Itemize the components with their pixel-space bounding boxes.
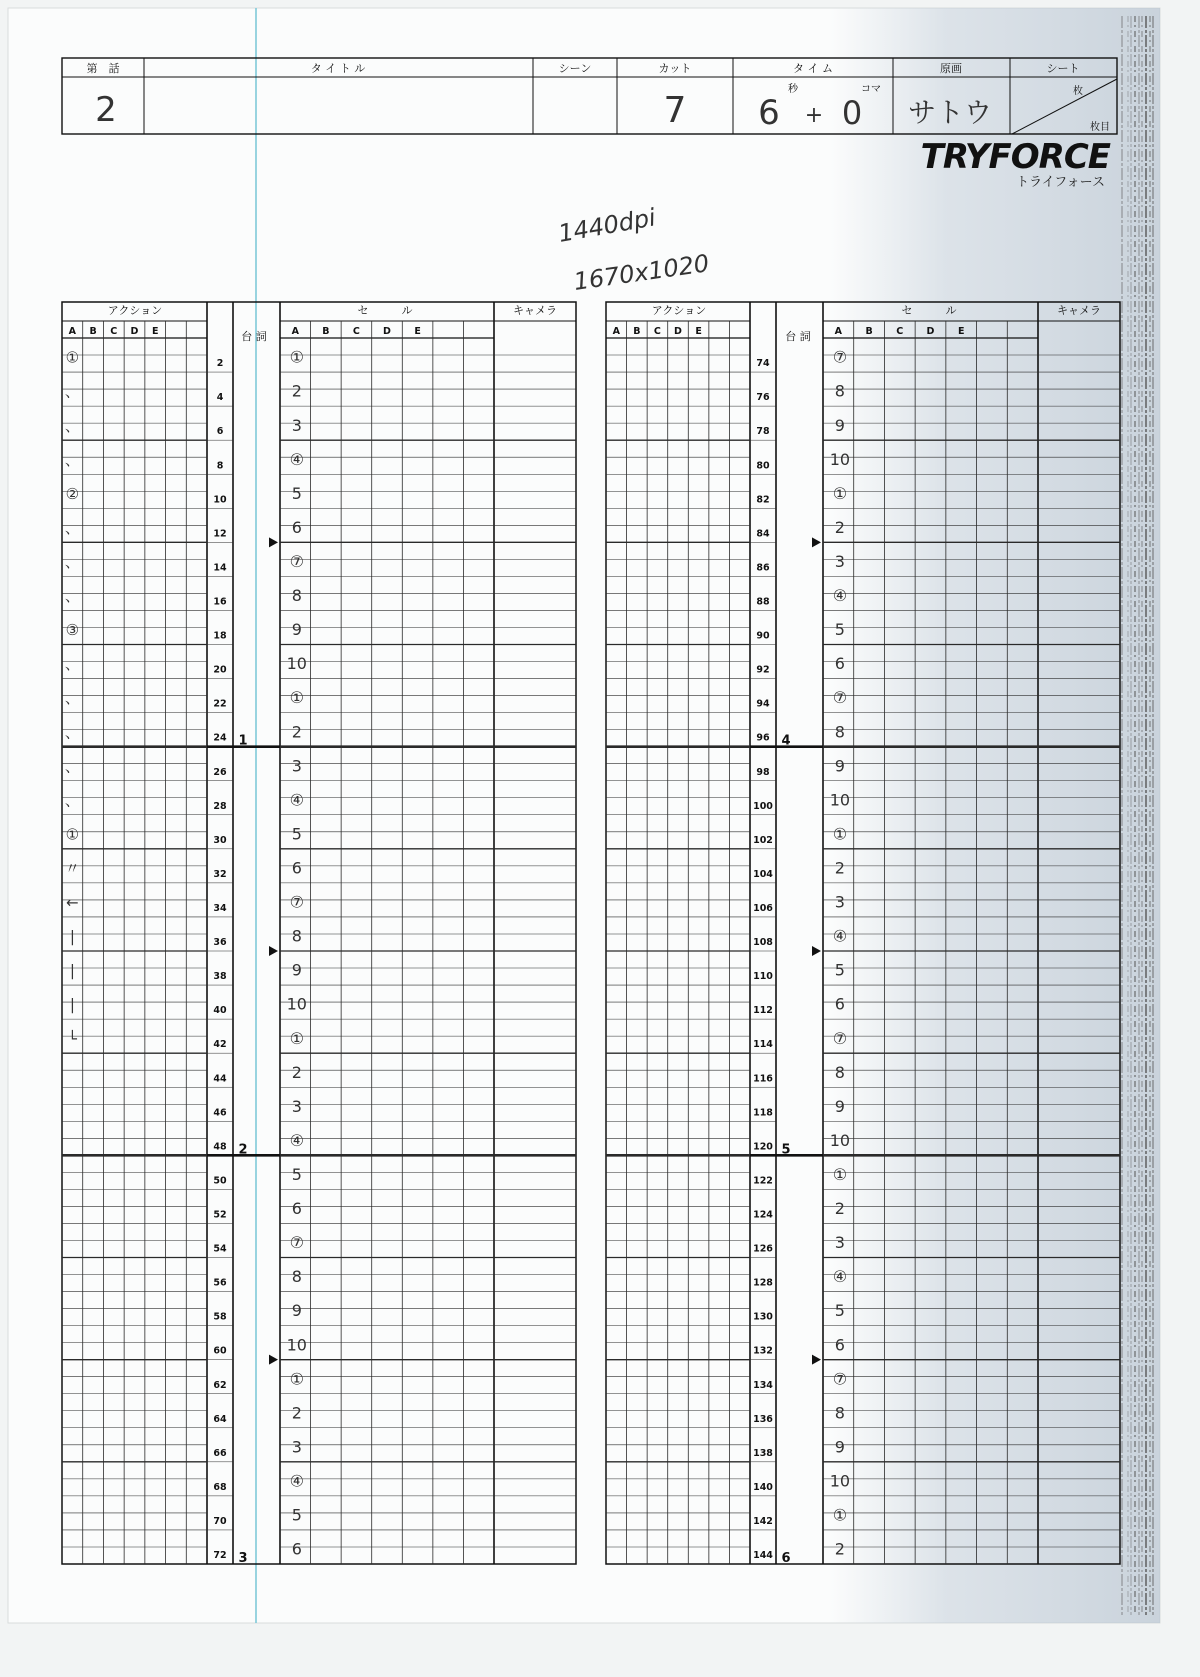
cel-a-entry: ④ xyxy=(832,926,848,946)
left-cel-layer-E: E xyxy=(414,326,421,337)
scan-shading xyxy=(830,8,1160,1623)
cel-a-entry: ④ xyxy=(832,1267,848,1287)
frame-number: 16 xyxy=(213,596,227,608)
right-label-dialogue: 台 詞 xyxy=(785,330,811,343)
label-sheet-index: 枚目 xyxy=(1090,122,1110,133)
right-cel-layer-A: A xyxy=(834,326,843,337)
frame-number: 12 xyxy=(213,528,227,540)
tryforce-logo: TRYFORCE xyxy=(920,137,1110,177)
label-scene: シーン xyxy=(558,62,592,75)
frame-number: 54 xyxy=(213,1243,227,1255)
cel-a-entry: 6 xyxy=(291,858,302,878)
frame-number: 84 xyxy=(756,528,770,540)
key-animator-value: サトウ xyxy=(907,96,993,129)
frame-number: 8 xyxy=(216,460,224,472)
cel-a-entry: 10 xyxy=(829,790,851,810)
frame-number: 70 xyxy=(213,1515,227,1527)
left-action-layer-E: E xyxy=(151,326,159,337)
time-frames-value: 0 xyxy=(841,94,863,132)
frame-number: 72 xyxy=(213,1550,227,1562)
note-dpi: 1440dpi xyxy=(556,203,658,248)
second-marker: 4 xyxy=(781,733,791,749)
cel-a-entry: ① xyxy=(832,483,848,503)
frame-number: 60 xyxy=(213,1345,227,1357)
cel-a-entry: 2 xyxy=(834,1539,845,1559)
cel-a-entry: 3 xyxy=(291,1096,302,1116)
label-sheet: シート xyxy=(1046,62,1080,75)
cel-a-entry: 10 xyxy=(286,1335,307,1355)
frame-number: 132 xyxy=(753,1345,773,1357)
action-a-entry: 、 xyxy=(64,518,80,537)
action-a-entry: ③ xyxy=(65,621,80,640)
left-action-layer-A: A xyxy=(68,326,77,337)
frame-number: 68 xyxy=(213,1481,227,1493)
cel-a-entry: 6 xyxy=(834,994,845,1014)
cel-a-entry: 5 xyxy=(291,824,302,844)
frame-number: 58 xyxy=(213,1311,227,1323)
cel-a-entry: ① xyxy=(832,1505,848,1525)
frame-number: 130 xyxy=(753,1311,773,1323)
left-label-cel: セ ル xyxy=(357,304,413,317)
cel-a-entry: 9 xyxy=(834,756,845,776)
frame-number: 18 xyxy=(213,630,227,642)
frame-number: 134 xyxy=(753,1379,773,1391)
cel-a-entry: ① xyxy=(832,824,848,844)
cel-a-entry: 10 xyxy=(286,994,307,1014)
frame-number: 22 xyxy=(213,698,227,710)
frame-number: 118 xyxy=(753,1107,773,1119)
right-action-layer-A: A xyxy=(612,326,620,337)
frame-number: 66 xyxy=(213,1447,227,1459)
frame-number: 26 xyxy=(213,766,227,778)
frame-number: 48 xyxy=(213,1141,227,1153)
frame-number: 42 xyxy=(213,1039,227,1051)
action-a-entry: | xyxy=(69,995,75,1014)
frame-number: 112 xyxy=(753,1005,773,1017)
cel-a-entry: 3 xyxy=(834,552,845,572)
frame-number: 92 xyxy=(756,664,770,676)
action-a-entry: 、 xyxy=(64,655,80,674)
frame-number: 4 xyxy=(216,392,224,404)
cel-a-entry: ④ xyxy=(289,790,304,810)
cel-a-entry: 6 xyxy=(291,1199,302,1219)
cel-a-entry: 6 xyxy=(291,1539,302,1559)
frame-number: 24 xyxy=(213,732,227,744)
second-marker: 2 xyxy=(238,1142,248,1158)
cel-a-entry: 3 xyxy=(291,415,302,435)
right-label-camera: キャメラ xyxy=(1057,304,1101,317)
frame-number: 2 xyxy=(216,358,224,370)
frame-number: 126 xyxy=(753,1243,773,1255)
right-label-cel: セ ル xyxy=(901,304,957,317)
frame-number: 36 xyxy=(213,937,227,949)
cel-a-entry: 3 xyxy=(291,756,302,776)
cel-a-entry: 10 xyxy=(286,654,307,674)
cel-a-entry: 9 xyxy=(291,620,302,640)
cel-a-entry: 5 xyxy=(834,1301,845,1321)
action-a-entry: 、 xyxy=(64,757,80,776)
right-action-layer-C: C xyxy=(653,326,661,337)
frame-number: 100 xyxy=(753,800,773,812)
cel-a-entry: ⑦ xyxy=(832,1369,848,1389)
frame-number: 10 xyxy=(213,494,227,506)
second-marker: 1 xyxy=(238,733,248,749)
right-action-layer-D: D xyxy=(674,326,682,337)
left-label-dialogue: 台 詞 xyxy=(241,330,267,343)
frame-number: 102 xyxy=(753,834,773,846)
right-action-layer-E: E xyxy=(695,326,702,337)
cel-a-entry: ⑦ xyxy=(289,1233,304,1253)
cel-a-entry: ① xyxy=(832,1165,848,1185)
frame-number: 144 xyxy=(753,1550,773,1562)
frame-number: 86 xyxy=(756,562,770,574)
cel-a-entry: 3 xyxy=(834,892,845,912)
cel-a-entry: ⑦ xyxy=(832,1028,848,1048)
cut-value: 7 xyxy=(663,90,687,131)
cel-a-entry: 9 xyxy=(834,1437,845,1457)
frame-number: 30 xyxy=(213,834,227,846)
episode-value: 2 xyxy=(95,90,117,130)
action-a-entry: ① xyxy=(65,825,80,844)
action-a-entry: 、 xyxy=(64,553,80,572)
cel-a-entry: 3 xyxy=(291,1437,302,1457)
cel-a-entry: 2 xyxy=(291,1403,302,1423)
frame-number: 114 xyxy=(753,1039,773,1051)
action-a-entry: 、 xyxy=(64,450,80,469)
cel-a-entry: 8 xyxy=(834,1403,845,1423)
action-a-entry: 、 xyxy=(64,416,80,435)
frame-number: 62 xyxy=(213,1379,227,1391)
frame-number: 82 xyxy=(756,494,770,506)
left-action-layer-D: D xyxy=(130,326,139,337)
cel-a-entry: 9 xyxy=(291,1301,302,1321)
action-a-entry: 〃 xyxy=(64,859,80,878)
cel-a-entry: 8 xyxy=(834,381,845,401)
left-cel-layer-C: C xyxy=(352,326,360,337)
frame-number: 64 xyxy=(213,1413,227,1425)
cel-a-entry: 8 xyxy=(291,586,302,606)
cel-a-entry: 5 xyxy=(291,483,302,503)
frame-number: 34 xyxy=(213,902,227,914)
frame-number: 90 xyxy=(756,630,770,642)
action-a-entry: | xyxy=(69,927,75,946)
frame-number: 96 xyxy=(756,732,770,744)
cel-a-entry: 6 xyxy=(291,517,302,537)
cel-a-entry: ① xyxy=(289,688,304,708)
cel-a-entry: 10 xyxy=(829,449,851,469)
frame-number: 20 xyxy=(213,664,227,676)
frame-number: 50 xyxy=(213,1175,227,1187)
note-dimensions: 1670x1020 xyxy=(571,249,711,296)
cel-a-entry: ① xyxy=(289,347,304,367)
action-a-entry: 、 xyxy=(64,382,80,401)
action-a-entry: └ xyxy=(67,1029,77,1048)
frame-number: 116 xyxy=(753,1073,773,1085)
label-key-animation: 原画 xyxy=(940,62,962,75)
frame-number: 120 xyxy=(753,1141,773,1153)
cel-a-entry: 6 xyxy=(834,1335,845,1355)
frame-number: 142 xyxy=(753,1515,773,1527)
cel-a-entry: 2 xyxy=(291,381,302,401)
cel-a-entry: 9 xyxy=(834,1096,845,1116)
action-a-entry: 、 xyxy=(64,587,80,606)
action-a-entry: | xyxy=(69,961,75,980)
time-plus: + xyxy=(804,103,824,128)
label-frames: コマ xyxy=(861,84,881,95)
cel-a-entry: 2 xyxy=(291,1062,302,1082)
right-action-layer-B: B xyxy=(633,326,641,337)
cel-a-entry: 8 xyxy=(291,926,302,946)
frame-number: 128 xyxy=(753,1277,773,1289)
left-cel-layer-A: A xyxy=(291,326,299,337)
cel-a-entry: ① xyxy=(289,1369,304,1389)
frame-number: 56 xyxy=(213,1277,227,1289)
left-label-camera: キャメラ xyxy=(513,304,557,317)
right-cel-layer-B: B xyxy=(865,326,873,337)
cel-a-entry: 9 xyxy=(291,960,302,980)
frame-number: 32 xyxy=(213,868,227,880)
label-sheet-count: 枚 xyxy=(1073,86,1083,97)
frame-number: 108 xyxy=(753,937,773,949)
cel-a-entry: 2 xyxy=(834,517,845,537)
right-label-action: アクション xyxy=(651,304,707,317)
cel-a-entry: 2 xyxy=(834,1199,845,1219)
left-label-action: アクション xyxy=(107,304,163,317)
cel-a-entry: ⑦ xyxy=(289,552,304,572)
left-action-layer-C: C xyxy=(110,326,118,337)
cel-a-entry: ⑦ xyxy=(289,892,304,912)
frame-number: 140 xyxy=(753,1481,773,1493)
left-cel-layer-B: B xyxy=(322,326,330,337)
cel-a-entry: 2 xyxy=(834,858,845,878)
frame-number: 40 xyxy=(213,1005,227,1017)
frame-number: 138 xyxy=(753,1447,773,1459)
frame-number: 78 xyxy=(756,426,770,438)
cel-a-entry: 5 xyxy=(291,1505,302,1525)
right-cel-layer-E: E xyxy=(957,326,965,337)
frame-number: 6 xyxy=(216,426,224,438)
cel-a-entry: 5 xyxy=(834,620,845,640)
action-a-entry: ① xyxy=(65,348,80,367)
cel-a-entry: ⑦ xyxy=(832,347,848,367)
cel-a-entry: 9 xyxy=(834,415,845,435)
frame-number: 124 xyxy=(753,1209,773,1221)
cel-a-entry: 8 xyxy=(291,1267,302,1287)
frame-number: 106 xyxy=(753,902,773,914)
cel-a-entry: ④ xyxy=(289,449,304,469)
action-a-entry: ② xyxy=(65,484,80,503)
cel-a-entry: ④ xyxy=(289,1471,304,1491)
frame-number: 94 xyxy=(756,698,770,710)
cel-a-entry: 2 xyxy=(291,722,302,742)
label-title: タ イ ト ル xyxy=(310,62,366,75)
time-seconds-value: 6 xyxy=(758,93,780,133)
cel-a-entry: ⑦ xyxy=(832,688,848,708)
label-time: タ イ ム xyxy=(793,62,833,75)
frame-number: 44 xyxy=(213,1073,227,1085)
action-a-entry: 、 xyxy=(64,723,80,742)
frame-number: 98 xyxy=(756,766,770,778)
right-cel-layer-D: D xyxy=(926,326,935,337)
frame-number: 136 xyxy=(753,1413,773,1425)
second-marker: 3 xyxy=(238,1551,248,1566)
frame-number: 122 xyxy=(753,1175,773,1187)
cel-a-entry: 5 xyxy=(834,960,845,980)
frame-number: 52 xyxy=(213,1209,227,1221)
frame-number: 38 xyxy=(213,971,227,983)
cel-a-entry: 8 xyxy=(834,1062,845,1082)
cel-a-entry: 5 xyxy=(291,1165,302,1185)
cel-a-entry: ④ xyxy=(832,586,848,606)
second-marker: 5 xyxy=(781,1142,791,1158)
cel-a-entry: 10 xyxy=(829,1471,851,1491)
frame-number: 104 xyxy=(753,868,773,880)
label-seconds: 秒 xyxy=(788,84,798,95)
action-a-entry: 、 xyxy=(64,689,80,708)
frame-number: 76 xyxy=(756,392,770,404)
cel-a-entry: ④ xyxy=(289,1130,304,1150)
frame-number: 88 xyxy=(756,596,770,608)
tryforce-logo-kana: トライフォース xyxy=(1016,175,1105,190)
cel-a-entry: 6 xyxy=(834,654,845,674)
frame-number: 74 xyxy=(756,358,770,370)
label-cut: カット xyxy=(658,62,692,75)
frame-number: 80 xyxy=(756,460,770,472)
frame-number: 28 xyxy=(213,800,227,812)
frame-number: 14 xyxy=(213,562,227,574)
frame-number: 110 xyxy=(753,971,773,983)
cel-a-entry: 8 xyxy=(834,722,845,742)
label-episode: 第 話 xyxy=(86,62,120,75)
frame-number: 46 xyxy=(213,1107,227,1119)
left-cel-layer-D: D xyxy=(383,326,391,337)
action-a-entry: 、 xyxy=(64,791,80,810)
cel-a-entry: 3 xyxy=(834,1233,845,1253)
left-action-layer-B: B xyxy=(89,326,97,337)
cel-a-entry: 10 xyxy=(829,1130,851,1150)
right-cel-layer-C: C xyxy=(896,326,904,337)
action-a-entry: ← xyxy=(66,893,79,912)
second-marker: 6 xyxy=(781,1551,791,1566)
cel-a-entry: ① xyxy=(289,1028,304,1048)
